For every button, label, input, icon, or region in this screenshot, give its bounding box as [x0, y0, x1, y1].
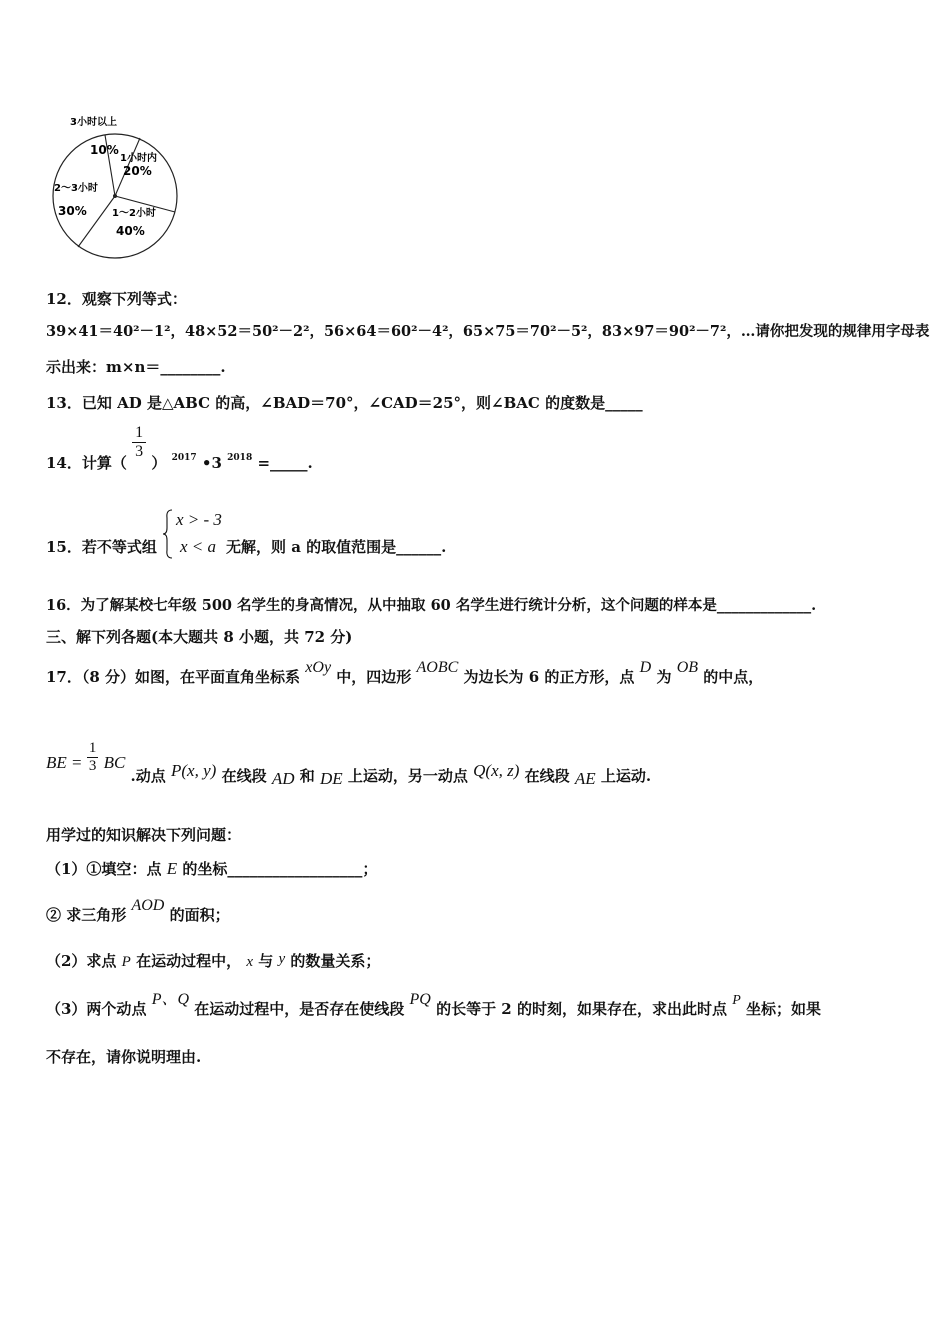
- q17-part2: [46, 950, 380, 971]
- q17-ae: AE: [574, 769, 596, 788]
- q17-xoy: xOy: [305, 659, 332, 676]
- q17-part1: [46, 858, 377, 879]
- q17-l1d: 为: [656, 668, 672, 686]
- q16-text: 16．为了解某校七年级 500 名学生的身高情况，从中抽取 60 名学生进行统计分析，这个问题的样本是_____________.: [46, 597, 817, 614]
- q17-d: D: [639, 659, 652, 676]
- section3-heading: 三、解下列各题(本大题共 8 小题，共 72 分): [46, 628, 353, 646]
- q14-frac-den: 3: [135, 443, 144, 460]
- q17-l2d: 上运动，另一动点: [347, 767, 468, 785]
- q17-part3: [46, 991, 822, 1019]
- q17-qxz: Q(x, z): [473, 761, 520, 780]
- q17-p4d: 坐标；如果: [746, 1000, 822, 1018]
- q17-e: E: [166, 859, 178, 878]
- q17-line1: [46, 659, 764, 687]
- pie-chart: [40, 108, 190, 266]
- q17-p3a: （2）求点: [46, 952, 117, 970]
- pie-label-4: 2～3小时: [54, 183, 98, 194]
- q17-p3d: 的数量关系；: [290, 952, 381, 970]
- q17-frac-den: 3: [88, 758, 97, 774]
- q14: [46, 424, 313, 472]
- q17-p: P: [121, 954, 131, 970]
- q15-ineq2: x < a: [180, 537, 217, 556]
- q17-p2a: ② 求三角形: [46, 906, 127, 924]
- q17-part1b: [46, 897, 230, 925]
- q17-l1c: 为边长为 6 的正方形，点: [463, 668, 635, 686]
- q17-l2f: 上运动.: [600, 767, 652, 785]
- q17-part3-tail: 不存在，请你说明理由.: [46, 1048, 202, 1066]
- q17-line2: [46, 740, 652, 788]
- q12-equations: 39×41＝40²－1²，48×52＝50²－2²，56×64＝60²－4²，65×75＝70²－5²，83×97＝90²－7²，…请你把发现的规律用字母表: [46, 323, 930, 340]
- q17-l2c: 和: [299, 767, 315, 785]
- q17-pq1: P、Q: [151, 991, 190, 1008]
- q12-head: 12．观察下列等式：: [46, 290, 187, 308]
- q17-be: BE: [46, 753, 67, 772]
- pie-pct-1: 10%: [90, 143, 119, 157]
- pie-label-2: 1小时内: [120, 153, 157, 164]
- q17-p4c: 的长等于 2 的时刻，如果存在，求出此时点: [436, 1000, 727, 1018]
- q17-p1b: 的坐标__________________；: [182, 860, 378, 878]
- q14-fraction: [132, 424, 146, 461]
- q17-ob: OB: [676, 659, 699, 676]
- q13-text: 13．已知 AD 是△ABC 的高，∠BAD＝70°，∠CAD＝25°，则∠BAC 的度数是_____: [46, 394, 643, 412]
- q17-p4b: 在运动过程中，是否存在使线段: [194, 1000, 405, 1018]
- q17-p1a: （1）①填空：点: [46, 860, 162, 878]
- q14-post: ）: [151, 454, 167, 472]
- q14-exp2: 2018: [227, 453, 253, 463]
- q17-de: DE: [319, 769, 343, 788]
- q15-brace: [162, 508, 174, 560]
- q17-y: y: [278, 951, 286, 967]
- pie-pct-4: 30%: [58, 204, 87, 218]
- q17-p3b: 在运动过程中，: [136, 952, 242, 970]
- q17-p2: P: [732, 993, 741, 1008]
- q15-ineq1: x > - 3: [176, 510, 222, 529]
- pie-center: [113, 194, 117, 198]
- q17-bc: BC: [103, 753, 126, 772]
- q15-pre: 15．若不等式组: [46, 538, 157, 556]
- q17-aod: AOD: [131, 897, 165, 914]
- q17-eq: =: [72, 753, 82, 772]
- q17-l1b: 中，四边形: [336, 668, 412, 686]
- q17-l1e: 的中点，: [703, 668, 764, 686]
- pie-pct-2: 20%: [123, 164, 152, 178]
- pie-label-3: 1～2小时: [112, 208, 156, 219]
- q17-aobc: AOBC: [416, 659, 459, 676]
- q17-x: x: [246, 954, 253, 970]
- pie-title: 3小时以上: [70, 117, 117, 128]
- q14-frac-num: 1: [132, 424, 146, 443]
- q14-tail: =_____.: [257, 454, 313, 472]
- pie-pct-3: 40%: [116, 224, 145, 238]
- q14-mid: •3: [201, 454, 222, 472]
- q17-pq: PQ: [409, 991, 431, 1008]
- q17-ad: AD: [271, 769, 295, 788]
- q17-fraction: [87, 740, 99, 775]
- q17-l2e: 在线段: [524, 767, 570, 785]
- q17-l2a: .动点: [130, 767, 166, 785]
- q17-frac-num: 1: [88, 740, 97, 756]
- q17-p3c: 与: [258, 952, 274, 970]
- q14-exp1: 2017: [171, 453, 197, 463]
- q17-l1a: 17．（8 分）如图，在平面直角坐标系: [46, 668, 301, 686]
- q17-line3: 用学过的知识解决下列问题：: [46, 826, 242, 844]
- q17-p2b: 的面积；: [169, 906, 230, 924]
- q17-l2b: 在线段: [221, 767, 267, 785]
- q17-pxy: P(x, y): [171, 761, 217, 780]
- q15-post: 无解，则 a 的取值范围是______.: [226, 538, 447, 556]
- q17-p4a: （3）两个动点: [46, 1000, 147, 1018]
- q12-tail: 示出来：m×n＝________.: [46, 358, 226, 376]
- q14-pre: 14．计算（: [46, 454, 127, 472]
